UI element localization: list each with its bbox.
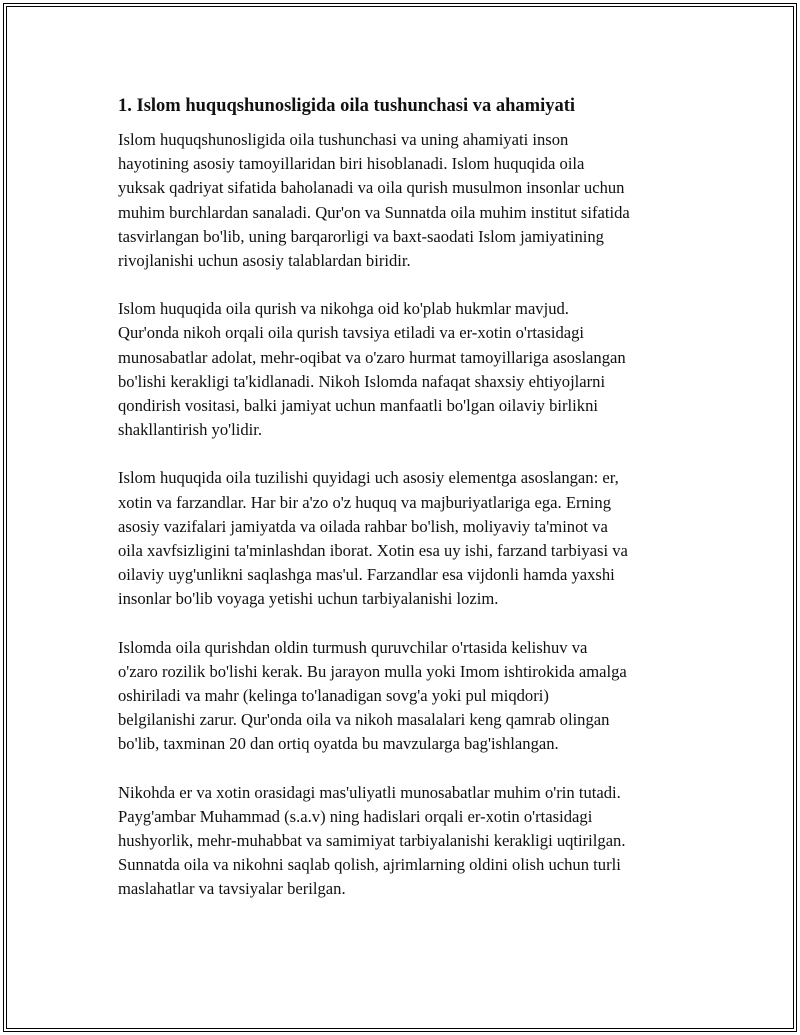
text-line: Islom huquqida oila qurish va nikohga oid ko'plab hukmlar mavjud.	[118, 299, 569, 319]
text-line: bo'lishi kerakligi ta'kidlanadi. Nikoh Islomda nafaqat shaxsiy ehtiyojlarni	[118, 371, 606, 391]
text-line: xotin va farzandlar. Har bir a'zo o'z huquq va majburiyatlariga ega. Erning	[118, 492, 611, 512]
text-line: Payg'ambar Muhammad (s.a.v) ning hadislari orqali er-xotin o'rtasidagi	[118, 806, 593, 826]
text-line: Islomda oila qurishdan oldin turmush quruvchilar o'rtasida kelishuv va	[118, 637, 588, 657]
section-heading: 1. Islom huquqshunosligida oila tushunchasi va ahamiyati	[118, 96, 576, 116]
text-line: hushyorlik, mehr-muhabbat va samimiyat tarbiyalanishi kerakligi uqtirilgan.	[118, 831, 626, 851]
text-line: muhim burchlardan sanaladi. Qur'on va Sunnatda oila muhim institut sifatida	[118, 202, 630, 222]
text-line: belgilanishi zarur. Qur'onda oila va nikoh masalalari keng qamrab olingan	[118, 710, 610, 730]
text-line: bo'lib, taxminan 20 dan ortiq oyatda bu mavzularga bag'ishlangan.	[118, 734, 559, 754]
text-line: yuksak qadriyat sifatida baholanadi va oila qurish musulmon insonlar uchun	[118, 178, 625, 198]
text-line: munosabatlar adolat, mehr-oqibat va o'zaro hurmat tamoyillariga asoslangan	[118, 347, 626, 367]
document-body	[118, 94, 693, 926]
text-line: insonlar bo'lib voyaga yetishi uchun tarbiyalanishi lozim.	[118, 589, 499, 609]
paragraph-1	[118, 128, 693, 273]
text-line: Sunnatda oila va nikohni saqlab qolish, ajrimlarning oldini olish uchun turli	[118, 855, 621, 875]
paragraph-4	[118, 636, 693, 757]
text-line: rivojlanishi uchun asosiy talablardan biridir.	[118, 251, 411, 271]
paragraph-5	[118, 781, 693, 902]
text-line: tasvirlangan bo'lib, uning barqarorligi va baxt-saodati Islom jamiyatining	[118, 226, 604, 246]
text-line: Islom huquqshunosligida oila tushunchasi va uning ahamiyati inson	[118, 130, 569, 149]
text-line: oshiriladi va mahr (kelinga to'lanadigan sovg'a yoki pul miqdori)	[118, 686, 549, 706]
text-line: Islom huquqida oila tuzilishi quyidagi uch asosiy elementga asoslangan: er,	[118, 468, 619, 488]
text-line: qondirish vositasi, balki jamiyat uchun manfaatli bo'lgan oilaviy birlikni	[118, 396, 598, 416]
text-line: asosiy vazifalari jamiyatda va oilada rahbar bo'lish, moliyaviy ta'minot va	[118, 516, 608, 536]
text-line: Qur'onda nikoh orqali oila qurish tavsiya etiladi va er-xotin o'rtasidagi	[118, 323, 585, 343]
text-line: o'zaro rozilik bo'lishi kerak. Bu jarayon mulla yoki Imom ishtirokida amalga	[118, 661, 627, 681]
paragraph-2	[118, 297, 693, 442]
text-line: oilaviy uyg'unlikni saqlashga mas'ul. Farzandlar esa vijdonli hamda yaxshi	[118, 565, 615, 585]
text-line: Nikohda er va xotin orasidagi mas'uliyatli munosabatlar muhim o'rin tutadi.	[118, 782, 621, 802]
text-line: hayotining asosiy tamoyillaridan biri hisoblanadi. Islom huquqida oila	[118, 154, 585, 174]
text-line: oila xavfsizligini ta'minlashdan iborat. Xotin esa uy ishi, farzand tarbiyasi va	[118, 541, 628, 561]
text-line: shakllantirish yo'lidir.	[118, 420, 263, 440]
paragraph-3	[118, 466, 693, 611]
text-line: maslahatlar va tavsiyalar berilgan.	[118, 879, 346, 899]
